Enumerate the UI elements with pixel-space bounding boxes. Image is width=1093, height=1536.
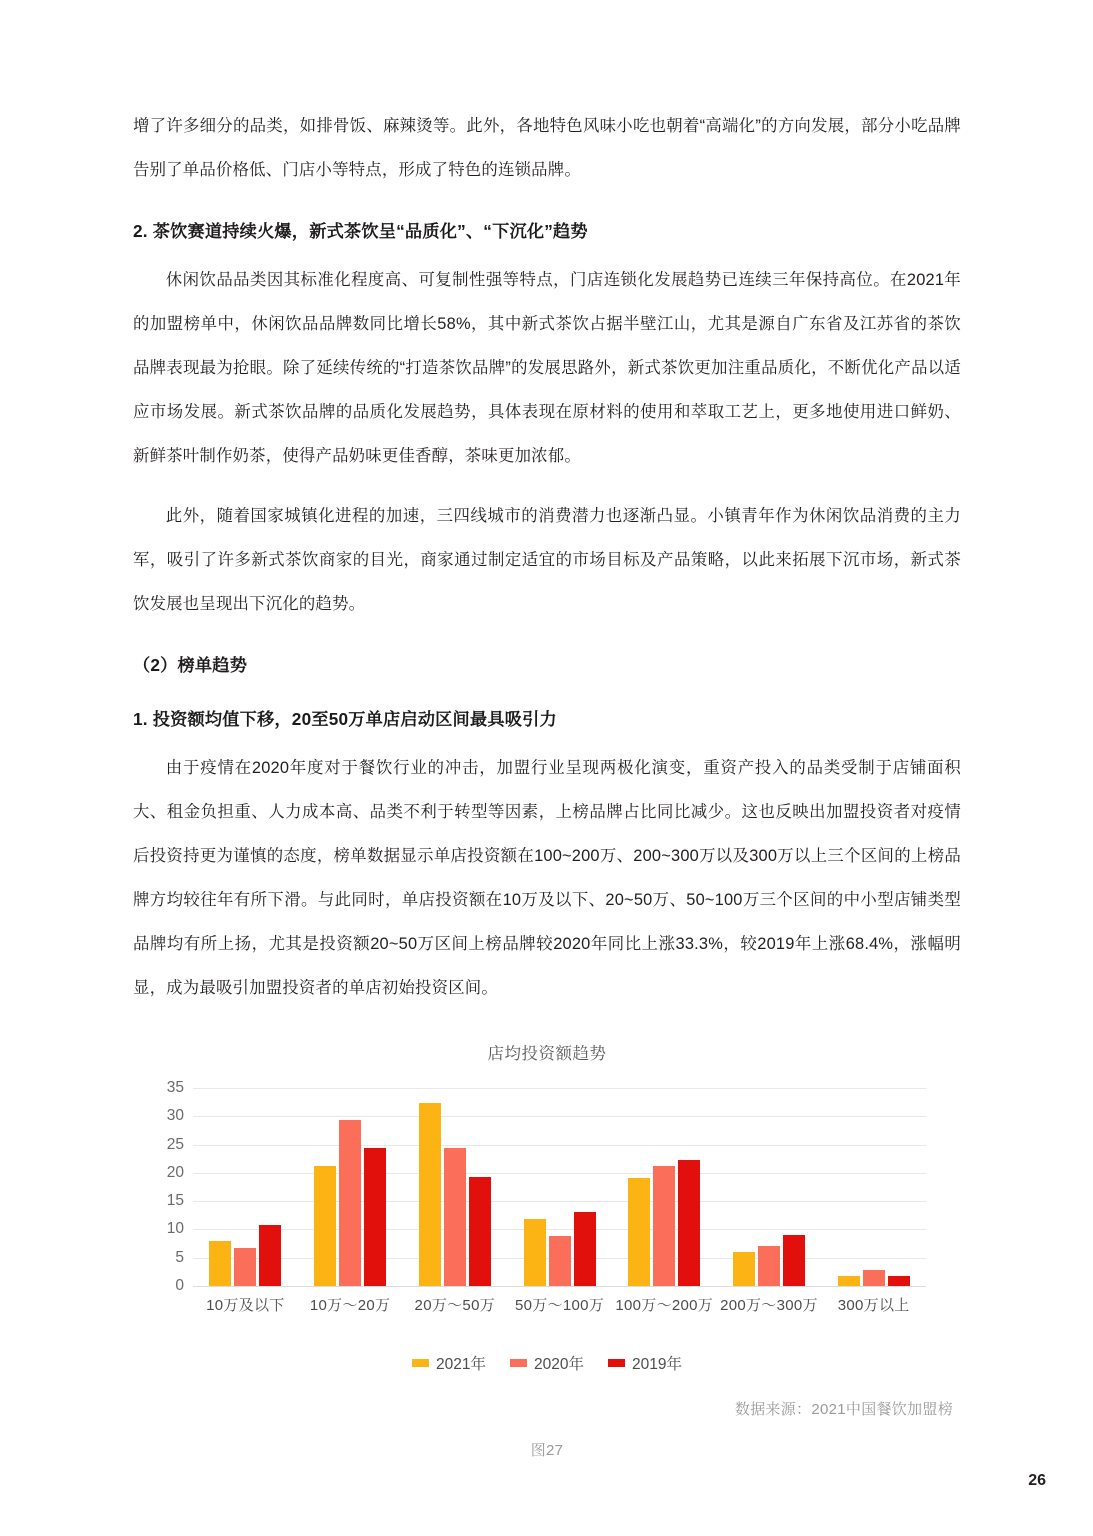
chart-x-tick-label: 100万～200万 [615, 1297, 714, 1314]
chart-y-tick-label: 25 [166, 1135, 184, 1153]
chart-x-tick-label: 300万以上 [837, 1297, 910, 1314]
chart-source-note: 数据来源：2021中国餐饮加盟榜 [734, 1401, 953, 1418]
chart-bar-group [507, 1088, 612, 1286]
chart-bar-group [193, 1088, 298, 1286]
paragraph-investment: 由于疫情在2020年度对于餐饮行业的冲击，加盟行业呈现两极化演变，重资产投入的品类受制于店铺面积大、租金负担重、人力成本高、品类不利于转型等因素，上榜品牌占比同比减少。这也反映出加盟投资者对疫情后投资持更为谨慎的态度，榜单数据显示单店投资额在100~200万、200~300万以及300万以上三个区间的上榜品牌方均较往年有所下滑。与此同时，单店投资额在10万及以下、20~50万、50~100万三个区间的中小型店铺类型品牌均有所上扬，尤其是投资额20~50万区间上榜品牌较2020年同比上涨33.3%，较2019年上涨68.4%，涨幅明显，成为最吸引加盟投资者的单店初始投资区间。 [133, 759, 961, 997]
chart-bar [419, 1103, 441, 1286]
paragraph-continued: 增了许多细分的品类，如排骨饭、麻辣烫等。此外，各地特色风味小吃也朝着“高端化”的方向发展，部分小吃品牌告别了单品价格低、门店小等特点，形成了特色的连锁品牌。 [133, 117, 961, 179]
chart-y-tick-label: 30 [166, 1107, 184, 1125]
heading-ranking-trends: （2）榜单趋势 [133, 655, 248, 675]
chart-y-tick-label: 20 [166, 1163, 184, 1181]
chart-legend-swatch [412, 1359, 429, 1367]
chart-plot-area [166, 1079, 926, 1294]
chart-x-axis-labels [193, 1294, 926, 1315]
chart-legend-label: 2020年 [534, 1356, 584, 1373]
chart-bar [314, 1166, 336, 1286]
chart-title: 店均投资额趋势 [487, 1045, 607, 1063]
heading-tea-track: 2. 茶饮赛道持续火爆，新式茶饮呈“品质化”、“下沉化”趋势 [133, 221, 588, 241]
chart-bar-group [717, 1088, 822, 1286]
chart-x-tick-label: 20万～50万 [414, 1297, 496, 1314]
chart-legend-item[interactable] [510, 1352, 584, 1374]
chart-bar-group [402, 1088, 507, 1286]
spacer [133, 734, 961, 746]
chart-legend [133, 1352, 961, 1374]
chart-y-tick-label: 10 [166, 1220, 184, 1238]
page-number: 26 [1028, 1472, 1046, 1489]
chart-canvas [133, 1080, 961, 1338]
chart-y-tick-label: 35 [166, 1079, 184, 1096]
chart-bar [364, 1148, 386, 1286]
chart-gridline [175, 1277, 926, 1294]
chart-bar-group [612, 1088, 717, 1286]
spacer [133, 478, 961, 494]
chart-bar [628, 1178, 650, 1286]
chart-y-tick-label: 0 [175, 1277, 184, 1294]
chart-bar [259, 1225, 281, 1286]
paragraph-tea-2: 此外，随着国家城镇化进程的加速，三四线城市的消费潜力也逐渐凸显。小镇青年作为休闲饮品消费的主力军，吸引了许多新式茶饮商家的目光，商家通过制定适宜的市场目标及产品策略，以此来拓展下沉市场，新式茶饮发展也呈现出下沉化的趋势。 [133, 507, 961, 613]
chart-bar [783, 1235, 805, 1286]
chart-bar [444, 1148, 466, 1286]
chart-y-tick-label: 15 [166, 1192, 184, 1210]
chart-bar [863, 1270, 885, 1286]
chart-x-tick-label: 200万～300万 [720, 1297, 818, 1314]
chart-legend-swatch [608, 1359, 625, 1367]
chart-bar [234, 1248, 256, 1286]
chart-bar-group [298, 1088, 403, 1286]
page-content [133, 104, 961, 1460]
chart-bar [549, 1236, 571, 1286]
chart-bar [339, 1120, 361, 1286]
chart-bar [733, 1252, 755, 1286]
heading-investment-range: 1. 投资额均值下移，20至50万单店启动区间最具吸引力 [133, 709, 557, 729]
chart-bar [209, 1241, 231, 1286]
chart-x-tick-label: 10万～20万 [309, 1297, 391, 1314]
chart-legend-swatch [510, 1359, 527, 1367]
figure-caption: 图27 [530, 1442, 564, 1459]
chart-bar [653, 1166, 675, 1286]
chart-x-tick-label: 10万及以下 [206, 1297, 285, 1314]
paragraph-tea-1: 休闲饮品品类因其标准化程度高、可复制性强等特点，门店连锁化发展趋势已连续三年保持高位。在2021年的加盟榜单中，休闲饮品品牌数同比增长58%，其中新式茶饮占据半壁江山，尤其是源自广东省及江苏省的茶饮品牌表现最为抢眼。除了延续传统的“打造茶饮品牌”的发展思路外，新式茶饮更加注重品质化，不断优化产品以适应市场发展。新式茶饮品牌的品质化发展趋势，具体表现在原材料的使用和萃取工艺上，更多地使用进口鲜奶、新鲜茶叶制作奶茶，使得产品奶味更佳香醇，茶味更加浓郁。 [133, 271, 961, 465]
figure-investment-trend [133, 1040, 961, 1460]
chart-bar-groups [193, 1088, 926, 1286]
spacer [133, 680, 961, 704]
chart-legend-label: 2019年 [631, 1356, 682, 1373]
chart-legend-item[interactable] [412, 1352, 486, 1374]
chart-bar [524, 1219, 546, 1286]
spacer [133, 192, 961, 216]
chart-x-tick-label: 50万～100万 [514, 1297, 605, 1314]
spacer [133, 626, 961, 650]
chart-bar [838, 1276, 860, 1286]
chart-bar [469, 1177, 491, 1286]
chart-bar [758, 1246, 780, 1286]
chart-bar [574, 1212, 596, 1286]
chart-legend-label: 2021年 [436, 1356, 486, 1373]
chart-y-tick-label: 5 [175, 1248, 184, 1266]
chart-bar-group [821, 1088, 926, 1286]
spacer [133, 246, 961, 258]
chart-legend-item[interactable] [608, 1352, 682, 1374]
chart-bar [888, 1276, 910, 1286]
chart-bar [678, 1160, 700, 1286]
